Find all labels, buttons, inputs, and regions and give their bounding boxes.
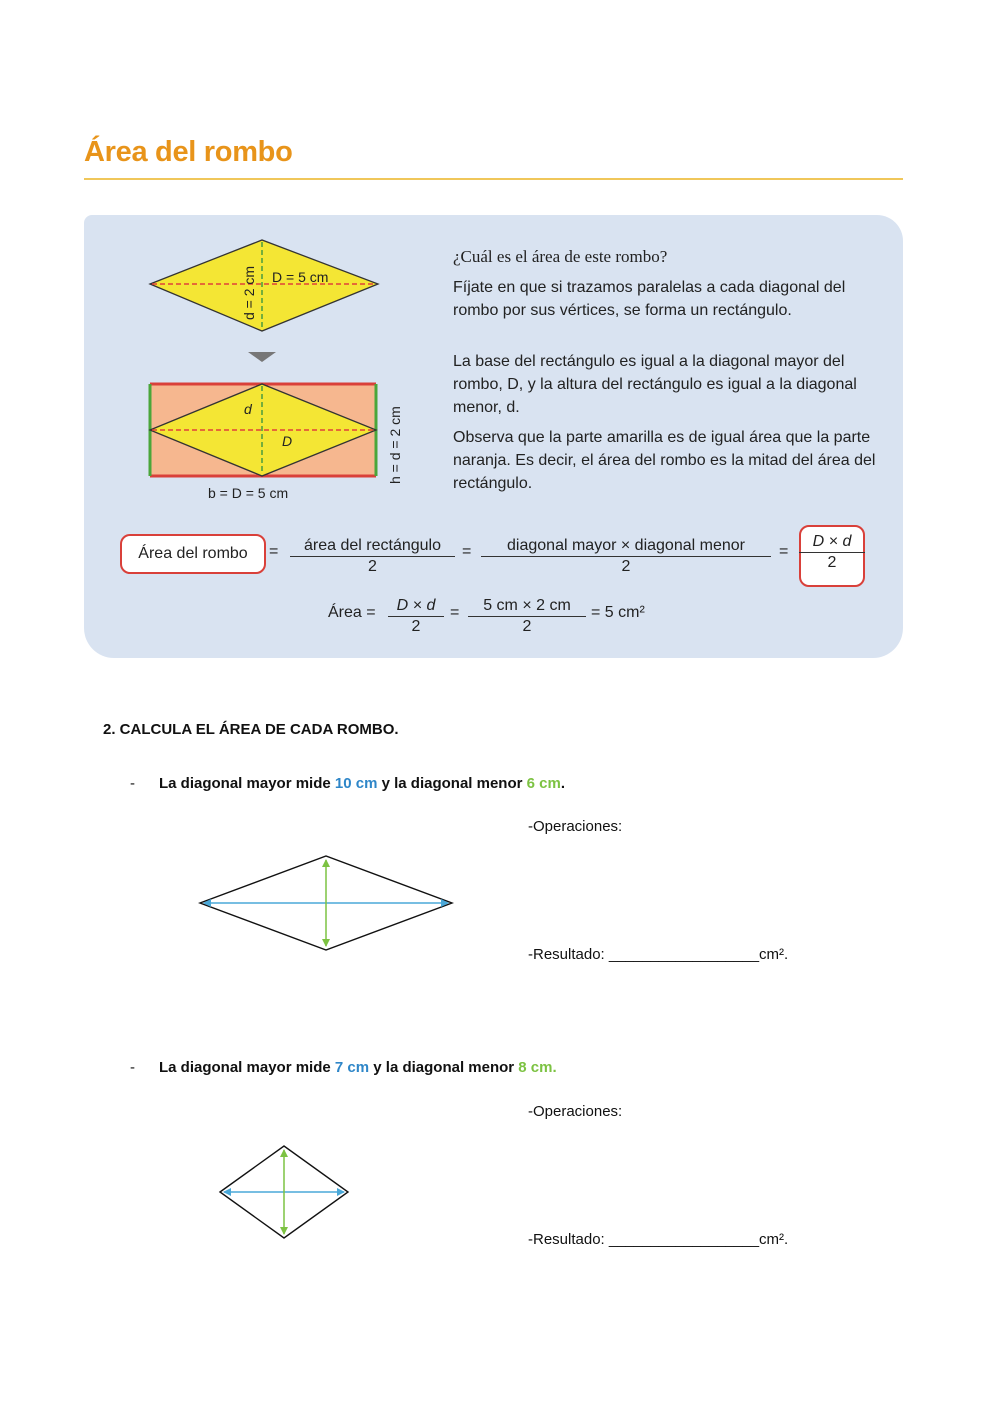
down-arrow-icon xyxy=(248,352,276,362)
equals-sign: = xyxy=(450,604,460,621)
item-text: y la diagonal menor xyxy=(369,1059,519,1076)
fraction-numerator: 5 cm × 2 cm xyxy=(468,596,586,617)
major-diagonal-value: 10 cm xyxy=(334,775,378,792)
label-h: h = d = 2 cm xyxy=(387,406,403,484)
exercise-item-2 xyxy=(130,1059,557,1076)
item-dash: - xyxy=(130,1059,135,1076)
paragraph-1: Fíjate en que si trazamos paralelas a cada diagonal del rombo por sus vértices, se forma un rectángulo. xyxy=(453,279,846,319)
operations-label: -Operaciones: xyxy=(528,1103,623,1120)
operations-label: -Operaciones: xyxy=(528,818,623,835)
exercise-item-1 xyxy=(130,775,565,792)
fraction-rectangle xyxy=(290,536,455,577)
result-answer-field[interactable]: -Resultado: __________________cm². xyxy=(528,946,789,963)
fraction-numerator: D × d xyxy=(388,596,444,617)
example-fraction-2 xyxy=(468,596,586,637)
item-end: . xyxy=(560,775,566,792)
rhombus-shape xyxy=(150,240,378,331)
rhombus-figure xyxy=(140,232,410,512)
label-D-horizontal: D = 5 cm xyxy=(272,269,329,285)
equals-sign: = xyxy=(269,543,279,560)
minor-diagonal-value: 8 cm. xyxy=(518,1059,557,1076)
fraction-denominator: 2 xyxy=(621,558,631,575)
minor-diagonal-value: 6 cm xyxy=(526,775,561,792)
paragraph-2: La base del rectángulo es igual a la diagonal mayor del rombo, D, y la altura del rectángulo es igual a la diagonal menor, d. xyxy=(453,353,857,416)
paragraph-3: Observa que la parte amarilla es de igual área que la parte naranja. Es decir, el área del rombo es la mitad del área del rectángulo. xyxy=(453,429,876,492)
label-D: D xyxy=(282,433,293,449)
fraction-diagonals xyxy=(481,536,771,577)
item-text: La diagonal mayor mide xyxy=(159,1059,335,1076)
area-formula-label: Área del rombo xyxy=(120,534,266,574)
fraction-numerator: D × d xyxy=(799,532,865,553)
fraction-final xyxy=(799,532,865,573)
example-result: = 5 cm² xyxy=(591,604,645,621)
item-text: y la diagonal menor xyxy=(377,775,527,792)
major-diagonal-value: 7 cm xyxy=(334,1059,370,1076)
fraction-numerator: diagonal mayor × diagonal menor xyxy=(481,536,771,557)
fraction-denominator: 2 xyxy=(368,558,377,575)
section-title: Área del rombo xyxy=(84,136,293,168)
fraction-numerator: área del rectángulo xyxy=(290,536,455,557)
rhombus-2-figure xyxy=(210,1138,360,1248)
example-area-label: Área = xyxy=(328,604,376,621)
fraction-denominator: 2 xyxy=(827,554,837,571)
item-text: La diagonal mayor mide xyxy=(159,775,335,792)
label-b: b = D = 5 cm xyxy=(208,485,289,501)
title-underline xyxy=(84,178,903,180)
equals-sign: = xyxy=(462,543,472,560)
equals-sign: = xyxy=(779,543,789,560)
rhombus-1-figure xyxy=(190,848,465,960)
question-text: ¿Cuál es el área de este rombo? xyxy=(453,247,668,266)
fraction-denominator: 2 xyxy=(522,618,532,635)
result-answer-field[interactable]: -Resultado: __________________cm². xyxy=(528,1231,789,1248)
example-fraction-1 xyxy=(388,596,444,637)
fraction-denominator: 2 xyxy=(411,618,421,635)
label-d: d xyxy=(244,401,252,417)
exercise-title: 2. CALCULA EL ÁREA DE CADA ROMBO. xyxy=(103,721,399,738)
item-dash: - xyxy=(130,775,135,792)
label-d-vertical: d = 2 cm xyxy=(241,265,257,320)
